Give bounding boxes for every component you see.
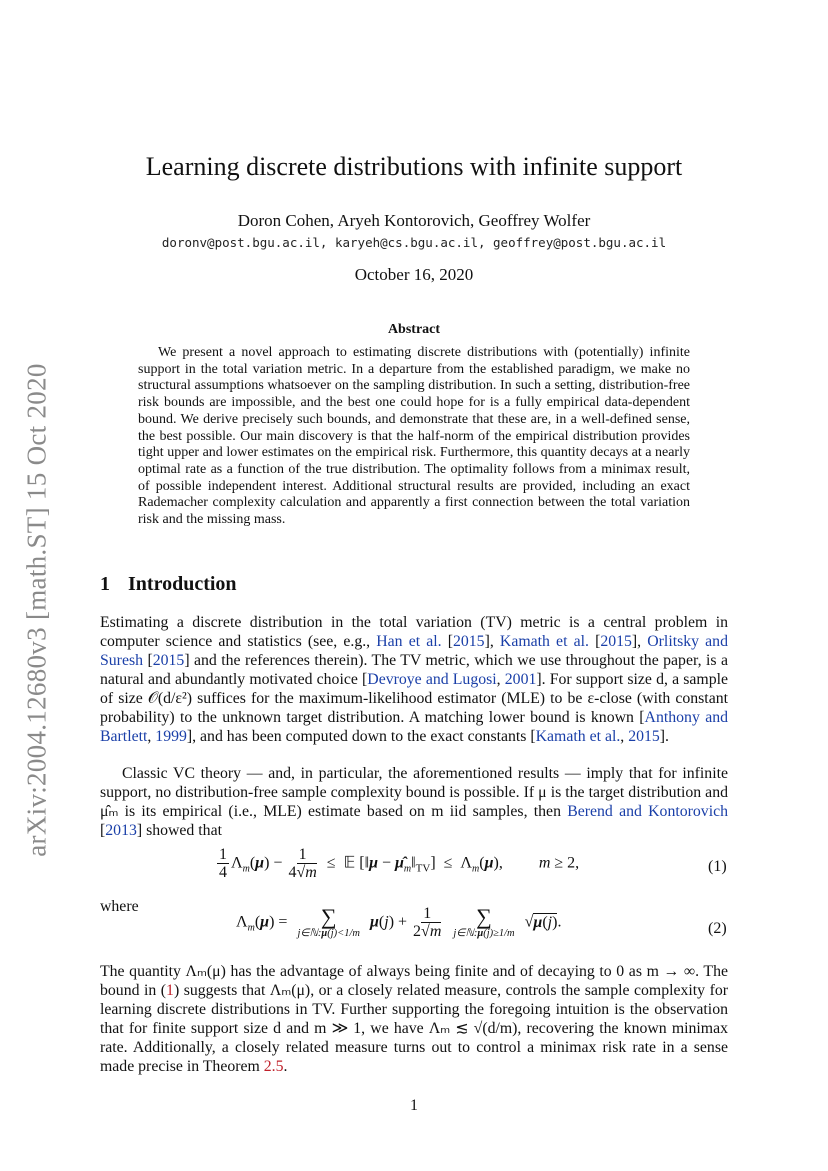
paper-date: October 16, 2020 (354, 265, 474, 284)
citation-link[interactable]: Devroye and Lugosi (367, 671, 497, 688)
text-run: [ (143, 652, 153, 669)
text-run: . (283, 1058, 288, 1075)
citation-link[interactable]: Berend and Kontorovich (567, 803, 728, 820)
equation-2: $\Lambda_m(\mu)$ = ∑ j∈ℕ:μ(j)<1/m μ(j) + $\frac{1}{2√m}$ ∑ j∈ℕ:μ(j)≥1/m √μ(j). (236, 904, 562, 940)
text-run: ] and the references therein). The TV metric, which we use throughout the paper, is a natural and abundantly motivated choice [ (100, 652, 728, 688)
text-run: [ (100, 822, 106, 839)
intro-paragraph-2 (100, 764, 728, 840)
citation-year-link[interactable]: 1999 (155, 728, 187, 745)
intro-paragraph-3 (100, 962, 728, 1076)
intro-paragraph-1 (100, 613, 728, 746)
text-run: Classic VC theory — and, in particular, the aforementioned results — imply that for infinite support, no distribution-free sample complexity bound is possible. If μ is the target distribution and μ̂ₘ is its empirical (i.e., MLE) estimate based on m iid samples, then (100, 765, 728, 820)
text-run: Estimating a discrete distribution in the total variation (TV) metric is a central problem in computer science and statistics (see, e.g., (100, 614, 728, 650)
equation-2-number: (2) (708, 920, 727, 937)
arxiv-sidebar (12, 350, 62, 870)
fraction-inv-sqrt-m: $\frac{1}{4√m}$ (288, 846, 317, 881)
text-run: ], and has been computed down to the exact constants [ (186, 728, 536, 745)
section-number: 1 (100, 573, 110, 595)
author-list: Doron Cohen, Aryeh Kontorovich, Geoffrey Wolfer (237, 211, 591, 230)
citation-link[interactable]: Anthony and Bartlett (100, 709, 729, 745)
text-run: ) suggests that Λₘ(μ), or a closely related measure, controls the sample complexity for learning discrete distributions in TV. Further supporting the foregoing intuition is the observation that for finite support size d and m ≫ 1, we have Λₘ ≲ √(d/m), recovering the known minimax rate. Additionally, a closely related measure turns out to control a minimax risk rate in a sense made precise in Theorem (100, 982, 728, 1075)
citation-year-link[interactable]: 2015 (152, 652, 185, 669)
citation-link[interactable]: Orlitsky and Suresh (100, 633, 728, 669)
text-run: ], (631, 633, 648, 650)
text-run: ], (484, 633, 500, 650)
citation-year-link[interactable]: 2013 (105, 822, 137, 839)
section-title: Introduction (128, 573, 237, 595)
text-run: , (620, 728, 629, 745)
abstract-body: We present a novel approach to estimating discrete distributions with (potentially) infinite support in the total variation metric. In a departure from the established paradigm, we make no structural assumptions whatsoever on the sampling distribution. In such a setting, distribution-free risk bounds are impossible, and the best one could hope for is a fully empirical data-dependent bound. We derive precisely such bounds, and demonstrate that these are, in a well-defined sense, the best possible. Our main discovery is that the half-norm of the empirical distribution provides tight upper and lower estimates on the empirical risk. Furthermore, this quantity decays at a nearly optimal rate as a function of the true distribution. The optimality follows from a minimax result, of possible independent interest. Additional structural results are provided, including an exact Rademacher complexity calculation and apparently a first connection between the total variation risk and the missing mass. (138, 345, 690, 528)
fraction-inv-2sqrt-m: $\frac{1}{2√m}$ (413, 905, 442, 940)
equation-1-number: (1) (708, 858, 727, 875)
text-run: ]. (659, 728, 670, 745)
sum-operator: ∑ j∈ℕ:μ(j)<1/m (297, 904, 360, 939)
citation-link[interactable]: Kamath et al. (535, 728, 621, 745)
author-emails: doronv@post.bgu.ac.il, karyeh@cs.bgu.ac.il, geoffrey@post.bgu.ac.il (161, 235, 667, 250)
sum-operator: ∑ j∈ℕ:μ(j)≥1/m (453, 904, 515, 939)
page-number: 1 (410, 1097, 418, 1114)
fraction-one-quarter: $\frac{1}{4}$ (219, 846, 227, 881)
citation-year-link[interactable]: 2015 (452, 633, 485, 650)
citation-link[interactable]: Han et al. (376, 633, 442, 650)
citation-year-link[interactable]: 2015 (600, 633, 632, 650)
paper-title: Learning discrete distributions with infinite support (145, 152, 683, 181)
text-run: , (147, 728, 156, 745)
citation-link[interactable]: Kamath et al. (499, 633, 589, 650)
text-run: ] showed that (136, 822, 222, 839)
text-run: [ (588, 633, 601, 650)
abstract-heading: Abstract (387, 322, 441, 337)
arxiv-stamp: arXiv:2004.12680v3 [math.ST] 15 Oct 2020 (21, 363, 52, 857)
text-run: , (496, 671, 505, 688)
equation-1: $\frac{1}{4}$ $\Lambda_m(\mu)$ − $\frac{1}{4√m}$ ≤ 𝔼 [‖μ − $\mû_m‖_{TV}] \le \Lambda_m(\mu)$, m ≥ 2, (219, 846, 580, 881)
where-label: where (100, 898, 139, 915)
citation-year-link[interactable]: 2001 (504, 671, 537, 688)
section-heading (100, 573, 237, 596)
text-run: The quantity Λₘ(μ) has the advantage of always being finite and of decaying to 0 as m → ∞. The bound in ( (100, 963, 728, 999)
text-run: ]. For support size d, a sample of size 𝒪(d/ε²) suffices for the maximum-likelihood estimator (MLE) to be ε-close (with constant probability) to the unknown target distribution. A matching lower bound is known [ (100, 671, 728, 726)
equation-ref-link[interactable]: 1 (166, 982, 174, 999)
citation-year-link[interactable]: 2015 (628, 728, 660, 745)
text-run: [ (441, 633, 453, 650)
theorem-ref-link[interactable]: 2.5 (263, 1058, 284, 1075)
